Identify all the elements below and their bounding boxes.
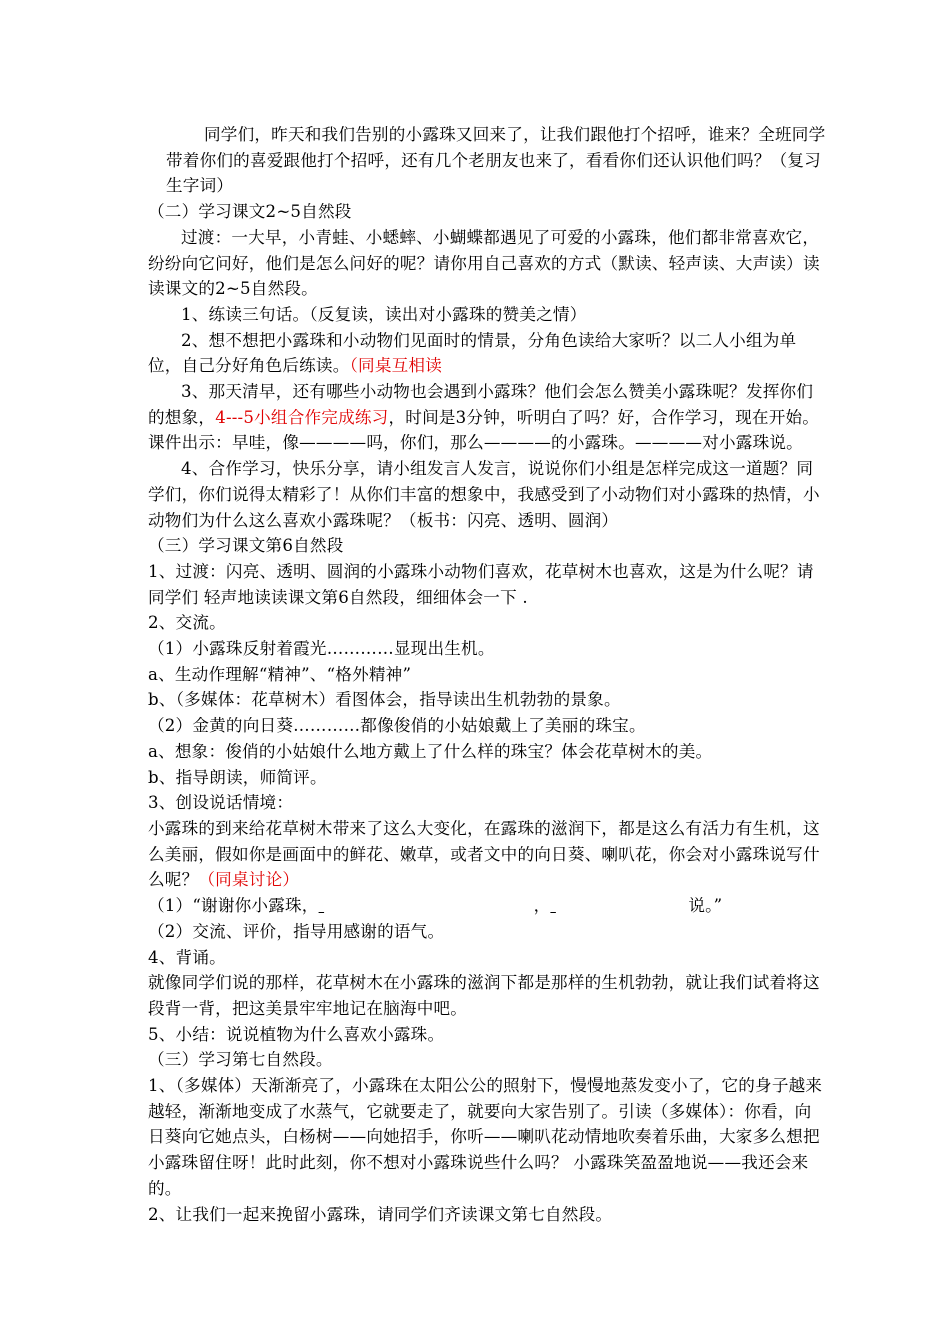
section-3-heading-text: （三）学习课文第6自然段 <box>148 536 344 556</box>
s4-item-1-text: 1、（多媒体）天渐渐亮了，小露珠在太阳公公的照射下，慢慢地蒸发变小了，它的身子越来越轻，渐渐地变成了水蒸气，它就要走了，就要向大家告别了。引读（多媒体）：你看，向日葵向它她点头，白杨树——向她招手，你听——喇叭花动情地吹奏着乐曲，大家多么想把小露珠留住呀！此时此刻，你不想对小露珠说些什么吗？ 小露珠笑盈盈地说——我还会来的。 <box>148 1076 823 1198</box>
item-3-text-a: 3、那天清早，还有哪些小动物也会遇到小露珠？他们会怎么赞美小露珠呢？发挥你们的想象， <box>148 382 814 427</box>
section-3-sub-1-a <box>148 662 828 688</box>
s3-item-1-text: 1、过渡：闪亮、透明、圆润的小露珠小动物们喜欢，花草树木也喜欢，这是为什么呢？请同学们 轻声地读读课文第6自然段，细细体会一下 . <box>148 561 814 607</box>
s3-sub-2-text: （2）金黄的向日葵…………都像俊俏的小姑娘戴上了美丽的珠宝。 <box>148 716 646 736</box>
section-2-item-2 <box>148 328 828 379</box>
section-2-item-3 <box>148 379 828 456</box>
s3-fill-2-text: （2）交流、评价，指导用感谢的语气。 <box>148 921 445 941</box>
s3-sub-1-b-text: b、（多媒体：花草树木）看图体会，指导读出生机勃勃的景象。 <box>148 690 621 710</box>
transition-text: 过渡：一大早，小青蛙、小蟋蟀、小蝴蝶都遇见了可爱的小露珠，他们都非常喜欢它，纷纷向它问好，他们是怎么问好的呢？请你用自己喜欢的方式（默读、轻声读、大声读）读读课文的2~5自然段。 <box>148 227 820 299</box>
item-4-text: 4、合作学习，快乐分享，请小组发言人发言，说说你们小组是怎样完成这一道题？同学们，你们说得太精彩了！从你们丰富的想象中，我感受到了小动物们对小露珠的热情，小动物们为什么这么喜欢小露珠呢？（板书：闪亮、透明、圆润） <box>148 459 820 530</box>
s3-item-3-body-text: 小露珠的到来给花草树木带来了这么大变化，在露珠的滋润下，都是这么有活力有生机，这么美丽，假如你是画面中的鲜花、嫩草，或者文中的向日葵、喇叭花，你会对小露珠说写什么呢？ <box>148 818 820 890</box>
intro-text: 同学们，昨天和我们告别的小露珠又回来了，让我们跟他打个招呼，谁来？全班同学带着你们的喜爱跟他打个招呼，还有几个老朋友也来了，看看你们还认识他们吗？（复习生字词） <box>166 125 826 196</box>
item-2-highlight: （同桌互相读 <box>349 356 442 376</box>
intro-paragraph <box>148 122 828 199</box>
s4-item-2-text: 2、让我们一起来挽留小露珠，请同学们齐读课文第七自然段。 <box>148 1204 613 1224</box>
section-2-transition <box>148 225 828 302</box>
section-3-sub-2-a <box>148 739 828 765</box>
item-3-text-b: ，时间是3分钟，听明白了吗？好，合作学习，现在开始。课件出示：早哇，像————吗，你们，那么————的小露珠。————对小露珠说。 <box>148 407 820 453</box>
section-3-sub-1 <box>148 636 828 662</box>
section-3-item-3-body <box>148 816 828 893</box>
section-3-item-4 <box>148 945 828 971</box>
fill-in-prefix: （1）“谢谢你小露珠， <box>148 896 319 916</box>
s3-item-3-text: 3、创设说话情境： <box>148 793 294 813</box>
item-3-highlight: 4---5小组合作完成练习 <box>215 407 389 427</box>
section-3-sub-2 <box>148 713 828 739</box>
section-4-item-1 <box>148 1073 828 1202</box>
fill-in-blank-1 <box>319 893 534 919</box>
document-body <box>148 122 828 1227</box>
section-3-fill-2 <box>148 919 828 945</box>
fill-in-suffix: 说。” <box>688 896 723 916</box>
s3-sub-1-a-text: a、生动作理解“精神”、“格外精神” <box>148 664 412 684</box>
s3-sub-1-text: （1）小露珠反射着霞光…………显现出生机。 <box>148 639 495 659</box>
section-4-heading-text: （三）学习第七自然段。 <box>148 1050 333 1070</box>
fill-in-comma: ， <box>533 896 551 916</box>
section-3-heading <box>148 533 828 559</box>
section-3-item-4-body <box>148 970 828 1021</box>
item-1-text: 1、练读三句话。（反复读，读出对小露珠的赞美之情） <box>181 304 587 324</box>
s3-item-2-text: 2、交流。 <box>148 613 226 633</box>
section-4-heading <box>148 1047 828 1073</box>
section-4-item-2 <box>148 1202 828 1228</box>
section-2-heading-text: （二）学习课文2~5自然段 <box>148 202 352 222</box>
section-3-sub-2-b <box>148 765 828 791</box>
section-3-item-1 <box>148 559 828 610</box>
section-2-item-4 <box>148 456 828 533</box>
section-3-item-3 <box>148 790 828 816</box>
fill-in-blank-2 <box>550 893 688 919</box>
section-2-item-1 <box>148 302 828 328</box>
s3-item-4-body-text: 就像同学们说的那样，花草树木在小露珠的滋润下都是那样的生机勃勃，就让我们试着将这段背一背，把这美景牢牢地记在脑海中吧。 <box>148 973 820 1018</box>
s3-sub-2-b-text: b、指导朗读，师简评。 <box>148 767 327 787</box>
s3-item-3-highlight: （同桌讨论） <box>198 870 300 890</box>
s3-sub-2-a-text: a、想象：俊俏的小姑娘什么地方戴上了什么样的珠宝？体会花草树木的美。 <box>148 741 713 761</box>
section-3-sub-1-b <box>148 687 828 713</box>
section-3-item-5 <box>148 1022 828 1048</box>
section-2-heading <box>148 199 828 225</box>
section-3-item-2 <box>148 610 828 636</box>
s3-item-4-text: 4、背诵。 <box>148 947 226 967</box>
item-2-text: 2、想不想把小露珠和小动物们见面时的情景，分角色读给大家听？以二人小组为单位，自己分好角色后练读。 <box>148 330 797 376</box>
fill-in-sentence <box>148 893 828 919</box>
s3-item-5-text: 5、小结：说说植物为什么喜欢小露珠。 <box>148 1024 445 1044</box>
